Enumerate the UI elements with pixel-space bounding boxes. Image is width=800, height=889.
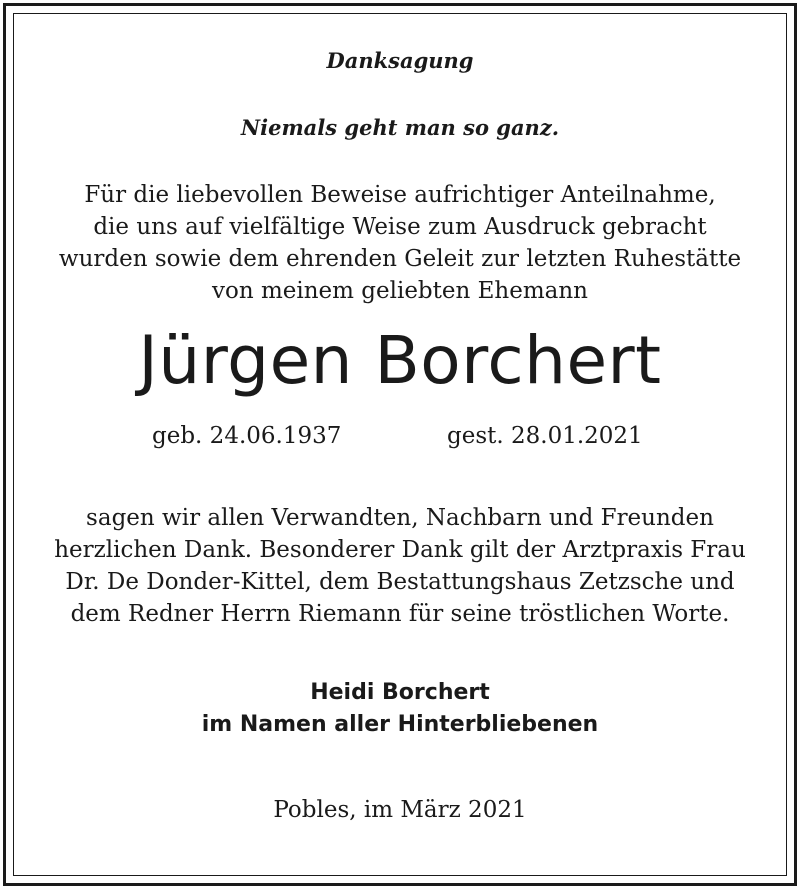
birth-date: geb. 24.06.1937 [152,423,342,449]
place-date: Pobles, im März 2021 [273,797,527,823]
notice-motto: Niemals geht man so ganz. [240,115,560,140]
intro-line: die uns auf vielfältige Weise zum Ausdruck gebracht [93,214,707,240]
signer-name: Heidi Borchert [310,680,490,705]
thanks-line: Dr. De Donder-Kittel, dem Bestattungshaus Zetzsche und [65,569,735,595]
death-date: gest. 28.01.2021 [447,423,643,449]
intro-line: wurden sowie dem ehrenden Geleit zur letzten Ruhestätte [58,246,742,272]
intro-line: von meinem geliebten Ehemann [211,278,588,304]
signer-note: im Namen aller Hinterbliebenen [201,712,599,737]
thanks-line: herzlichen Dank. Besonderer Dank gilt der Arztpraxis Frau [54,537,746,563]
deceased-name: Jürgen Borchert [138,322,662,399]
thanks-line: dem Redner Herrn Riemann für seine tröstlichen Worte. [70,601,730,627]
thanks-line: sagen wir allen Verwandten, Nachbarn und Freunden [86,505,714,531]
notice-heading: Danksagung [326,48,474,73]
intro-line: Für die liebevollen Beweise aufrichtiger Anteilnahme, [84,182,716,208]
notice-inner-border [13,13,787,876]
